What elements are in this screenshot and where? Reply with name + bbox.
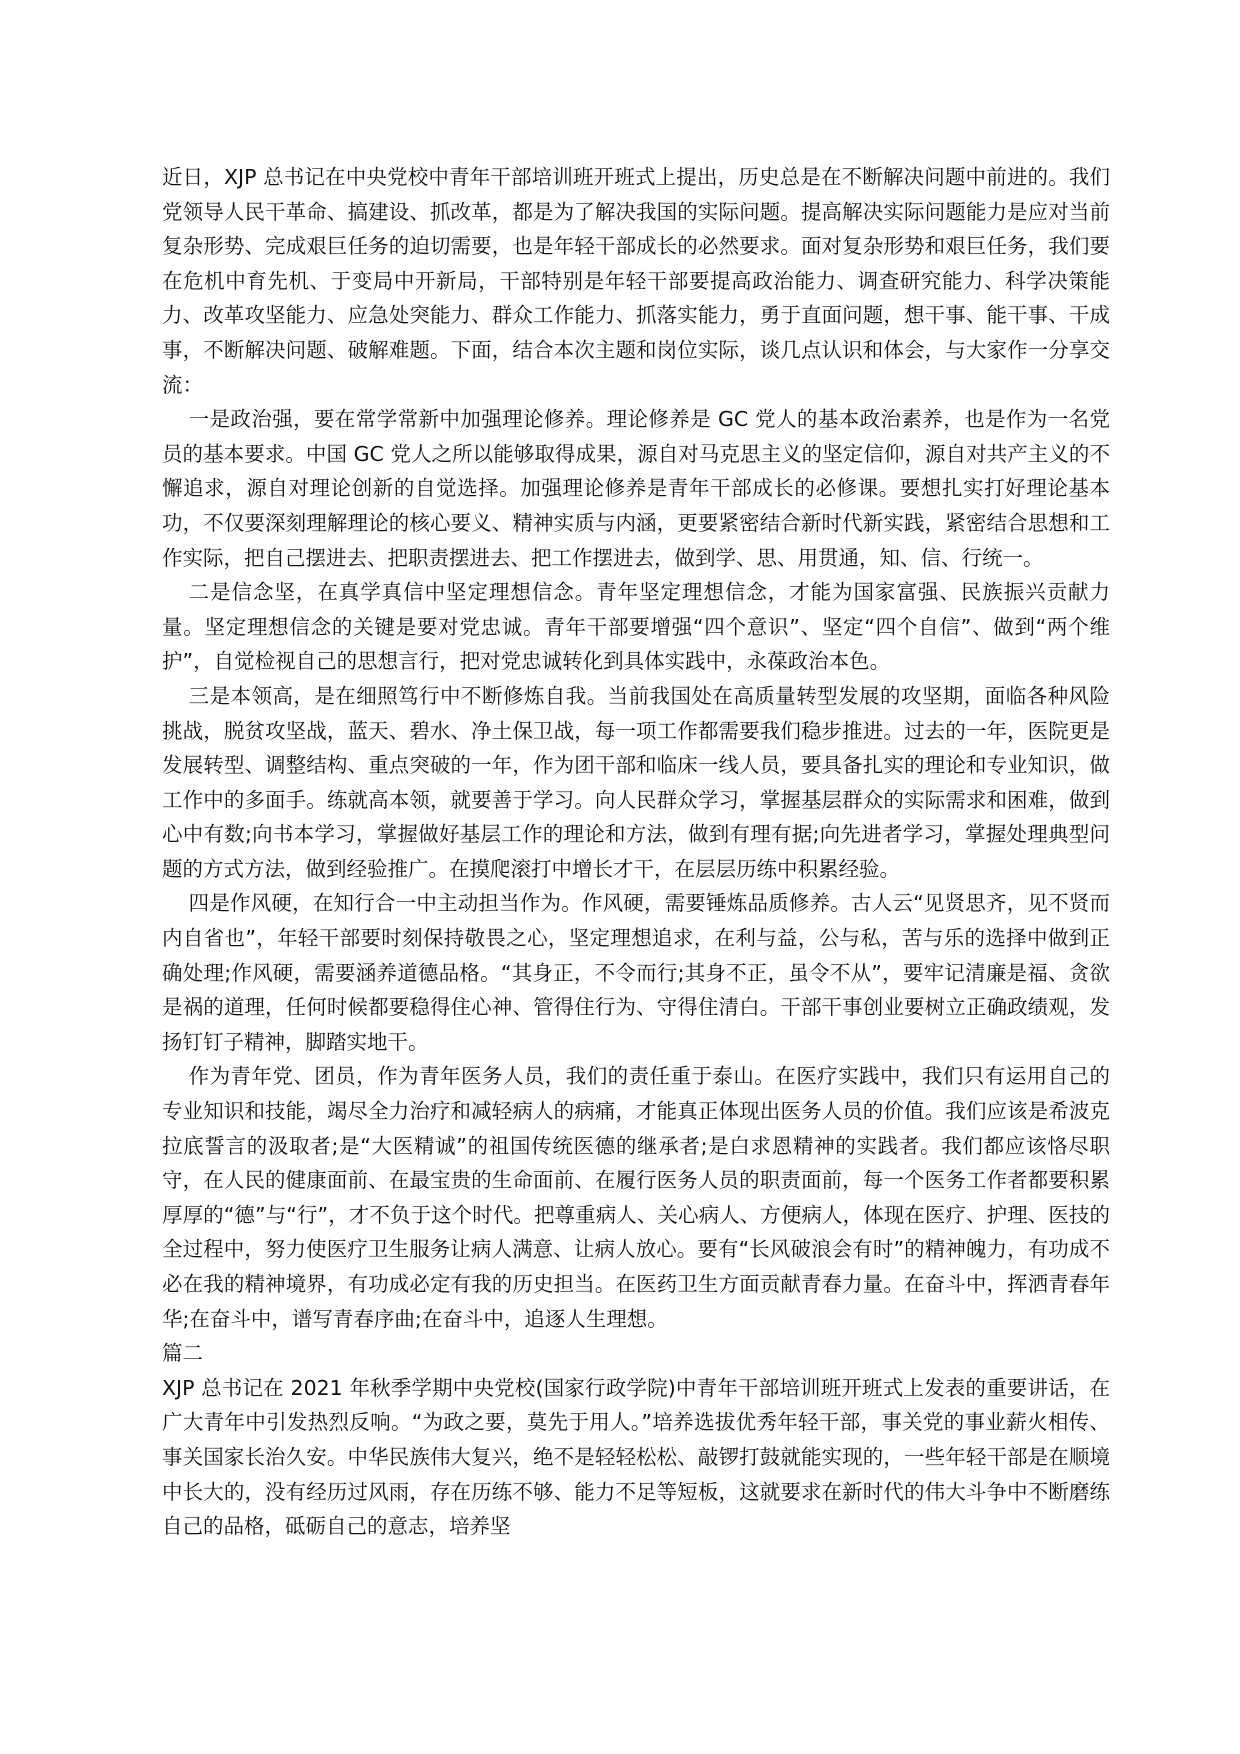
paragraph-political: 一是政治强，要在常学常新中加强理论修养。理论修养是 GC 党人的基本政治素养，也是作为一名党员的基本要求。中国 GC 党人之所以能够取得成果，源自对马克思主义的坚定信仰，源自对共产主义的不懈追求，源自对理论创新的自觉选择。加强理论修养是青年干部成长的必修课。要想扎实打好理论基本功，不仅要深刻理解理论的核心要义、精神实质与内涵，更要紧密结合新时代新实践，紧密结合思想和工作实际，把自己摆进去、把职责摆进去、把工作摆进去，做到学、思、用贯通，知、信、行统一。 [162, 407, 1110, 570]
paragraph-ability: 三是本领高，是在细照笃行中不断修炼自我。当前我国处在高质量转型发展的攻坚期，面临各种风险挑战，脱贫攻坚战，蓝天、碧水、净土保卫战，每一项工作都需要我们稳步推进。过去的一年，医院更是发展转型、调整结构、重点突破的一年，作为团干部和临床一线人员，要具备扎实的理论和专业知识，做工作中的多面手。练就高本领，就要善于学习。向人民群众学习，掌握基层群众的实际需求和困难，做到心中有数;向书本学习，掌握做好基层工作的理论和方法，做到有理有据;向先进者学习，掌握处理典型问题的方式方法，做到经验推广。在摸爬滚打中增长才干，在层层历练中积累经验。 [162, 683, 1110, 881]
section-heading: 篇二 [162, 1341, 203, 1366]
section-two-paragraph: XJP 总书记在 2021 年秋季学期中央党校(国家行政学院)中青年干部培训班开班式上发表的重要讲话，在广大青年中引发热烈反响。“为政之要，莫先于用人。”培养选拔优秀年轻干部，事关党的事业薪火相传、事关国家长治久安。中华民族伟大复兴，绝不是轻轻松松、敲锣打鼓就能实现的，一些年轻干部是在顺境中长大的，没有经历过风雨，存在历练不够、能力不足等短板，这就要求在新时代的伟大斗争中不断磨练自己的品格，砥砺自己的意志，培养坚 [162, 1375, 1110, 1539]
paragraph-style: 四是作风硬，在知行合一中主动担当作为。作风硬，需要锤炼品质修养。古人云“见贤思齐，见不贤而内自省也”，年轻干部要时刻保持敬畏之心，坚定理想追求，在利与益，公与私，苦与乐的选择中做到正确处理;作风硬，需要涵养道德品格。“其身正，不令而行;其身不正，虽令不从”，要牢记清廉是福、贪欲是祸的道理，任何时候都要稳得住心神、管得住行为、守得住清白。干部干事创业要树立正确政绩观，发扬钉钉子精神，脚踏实地干。 [162, 891, 1110, 1054]
document-body [162, 160, 1110, 1544]
paragraph-medical-responsibility: 作为青年党、团员，作为青年医务人员，我们的责任重于泰山。在医疗实践中，我们只有运用自己的专业知识和技能，竭尽全力治疗和减轻病人的病痛，才能真正体现出医务人员的价值。我们应该是希波克拉底誓言的汲取者;是“大医精诚”的祖国传统医德的继承者;是白求恩精神的实践者。我们都应该恪尽职守，在人民的健康面前、在最宝贵的生命面前、在履行医务人员的职责面前，每一个医务工作者都要积累厚厚的“德”与“行”，才不负于这个时代。把尊重病人、关心病人、方便病人，体现在医疗、护理、医技的全过程中，努力使医疗卫生服务让病人满意、让病人放心。要有“长风破浪会有时”的精神魄力，有功成不必在我的精神境界，有功成必定有我的历史担当。在医药卫生方面贡献青春力量。在奋斗中，挥洒青春年华;在奋斗中，谱写青春序曲;在奋斗中，追逐人生理想。 [162, 1064, 1110, 1331]
paragraph-belief: 二是信念坚，在真学真信中坚定理想信念。青年坚定理想信念，才能为国家富强、民族振兴贡献力量。坚定理想信念的关键是要对党忠诚。青年干部要增强“四个意识”、坚定“四个自信”、做到“两个维护”，自觉检视自己的思想言行，把对党忠诚转化到具体实践中，永葆政治本色。 [162, 580, 1110, 674]
intro-paragraph: 近日，XJP 总书记在中央党校中青年干部培训班开班式上提出，历史总是在不断解决问题中前进的。我们党领导人民干革命、搞建设、抓改革，都是为了解决我国的实际问题。提高解决实际问题能力是应对当前复杂形势、完成艰巨任务的迫切需要，也是年轻干部成长的必然要求。面对复杂形势和艰巨任务，我们要在危机中育先机、于变局中开新局，干部特别是年轻干部要提高政治能力、调查研究能力、科学决策能力、改革攻坚能力、应急处突能力、群众工作能力、抓落实能力，勇于直面问题，想干事、能干事、干成事，不断解决问题、破解难题。下面，结合本次主题和岗位实际，谈几点认识和体会，与大家作一分享交流： [162, 165, 1110, 397]
